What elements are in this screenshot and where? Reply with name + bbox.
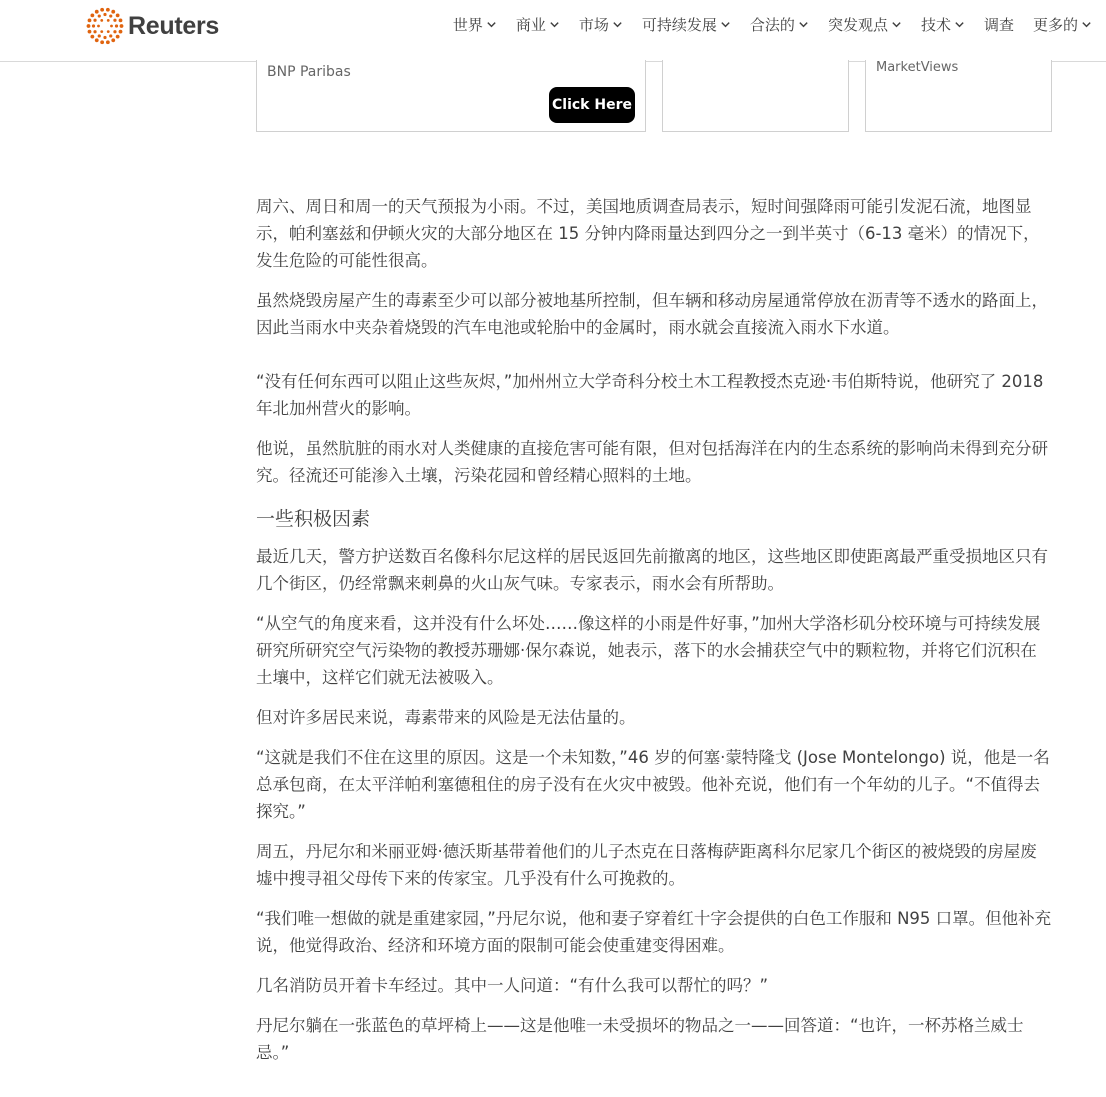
click-here-button[interactable]: Click Here — [549, 87, 635, 123]
nav-markets[interactable] — [579, 14, 623, 35]
nav-world[interactable] — [453, 14, 497, 35]
reuters-logo[interactable] — [86, 6, 219, 46]
nav-breakingviews-label: 突发观点 — [827, 16, 888, 34]
nav-more[interactable] — [1033, 14, 1092, 35]
logo-text: Reuters — [128, 11, 219, 40]
article-paragraph: 周六、周日和周一的天气预报为小雨。不过，美国地质调查局表示，短时间强降雨可能引发泥石流，地图显示，帕利塞兹和伊顿火灾的大部分地区在 15 分钟内降雨量达到四分之一到半英寸（6-13 毫米）的情况下，发生危险的可能性很高。 — [256, 197, 1040, 270]
nav-more-label: 更多的 — [1032, 16, 1078, 34]
article-paragraph: 他说，虽然肮脏的雨水对人类健康的直接危害可能有限，但对包括海洋在内的生态系统的影响尚未得到充分研究。径流还可能渗入土壤，污染花园和曾经精心照料的土地。 — [256, 439, 1048, 485]
chevron-down-icon — [720, 19, 731, 30]
article-paragraph: 最近几天，警方护送数百名像科尔尼这样的居民返回先前撤离的地区，这些地区即使距离最严重受损地区只有几个街区，仍经常飘来刺鼻的火山灰气味。专家表示，雨水会有所帮助。 — [256, 547, 1048, 593]
main-nav — [434, 14, 1092, 35]
chevron-down-icon — [612, 19, 623, 30]
nav-business[interactable] — [516, 14, 560, 35]
site-header — [0, 0, 1106, 62]
article-paragraph: “从空气的角度来看，这并没有什么坏处……像这样的小雨是件好事，”加州大学洛杉矶分校环境与可持续发展研究所研究空气污染物的教授苏珊娜·保尔森说，她表示，落下的水会捕获空气中的颗粒物，并将它们沉积在土壤中，这样它们就无法被吸入。 — [256, 614, 1041, 687]
nav-breakingviews[interactable] — [828, 14, 902, 35]
article-paragraph: 但对许多居民来说，毒素带来的风险是无法估量的。 — [256, 708, 636, 727]
nav-technology-label: 技术 — [920, 16, 951, 34]
chevron-down-icon — [549, 19, 560, 30]
ad-card-blank[interactable] — [662, 60, 849, 132]
section-heading: 一些积极因素 — [256, 508, 371, 530]
article-paragraph: 周五，丹尼尔和米丽亚姆·德沃斯基带着他们的儿子杰克在日落梅萨距离科尔尼家几个街区的被烧毁的房屋废墟中搜寻祖父母传下来的传家宝。几乎没有什么可挽救的。 — [256, 842, 1037, 888]
chevron-down-icon — [1081, 19, 1092, 30]
nav-world-label: 世界 — [452, 16, 483, 34]
chevron-down-icon — [798, 19, 809, 30]
chevron-down-icon — [954, 19, 965, 30]
nav-business-label: 商业 — [515, 16, 546, 34]
nav-sustainability[interactable] — [642, 14, 731, 35]
nav-investigations-label: 调查 — [983, 16, 1014, 34]
nav-legal-label: 合法的 — [749, 16, 795, 34]
nav-investigations[interactable] — [984, 14, 1014, 35]
article-paragraph: 丹尼尔躺在一张蓝色的草坪椅上——这是他唯一未受损坏的物品之一——回答道：“也许，一杯苏格兰威士忌。” — [256, 1016, 1024, 1062]
article-paragraph: “这就是我们不住在这里的原因。这是一个未知数，”46 岁的何塞·蒙特隆戈 (Jose Montelongo) 说，他是一名总承包商，在太平洋帕利塞德租住的房子没有在火灾中被毁。他补充说，他们有一个年幼的儿子。“不值得去探究。” — [256, 748, 1050, 821]
nav-markets-label: 市场 — [578, 16, 609, 34]
ad-card-bnp[interactable] — [256, 60, 646, 132]
article-paragraph: 虽然烧毁房屋产生的毒素至少可以部分被地基所控制，但车辆和移动房屋通常停放在沥青等不透水的路面上，因此当雨水中夹杂着烧毁的汽车电池或轮胎中的金属时，雨水就会直接流入雨水下水道。 — [256, 291, 1048, 337]
article-paragraph: “没有任何东西可以阻止这些灰烬，”加州州立大学奇科分校土木工程教授杰克逊·韦伯斯特说，他研究了 2018 年北加州营火的影响。 — [256, 372, 1044, 418]
article-body — [256, 193, 1052, 1066]
chevron-down-icon — [891, 19, 902, 30]
ad-source: BNP Paribas — [267, 64, 351, 80]
article-paragraph: 几名消防员开着卡车经过。其中一人问道：“有什么我可以帮忙的吗？” — [256, 976, 769, 995]
chevron-down-icon — [486, 19, 497, 30]
ad-source: MarketViews — [876, 60, 959, 75]
reuters-logo-icon — [86, 7, 124, 45]
nav-sustainability-label: 可持续发展 — [641, 16, 717, 34]
ad-card-marketviews[interactable] — [865, 60, 1052, 132]
nav-technology[interactable] — [921, 14, 965, 35]
nav-legal[interactable] — [750, 14, 809, 35]
article-paragraph: “我们唯一想做的就是重建家园，”丹尼尔说，他和妻子穿着红十字会提供的白色工作服和 N95 口罩。但他补充说，他觉得政治、经济和环境方面的限制可能会使重建变得困难。 — [256, 909, 1052, 955]
